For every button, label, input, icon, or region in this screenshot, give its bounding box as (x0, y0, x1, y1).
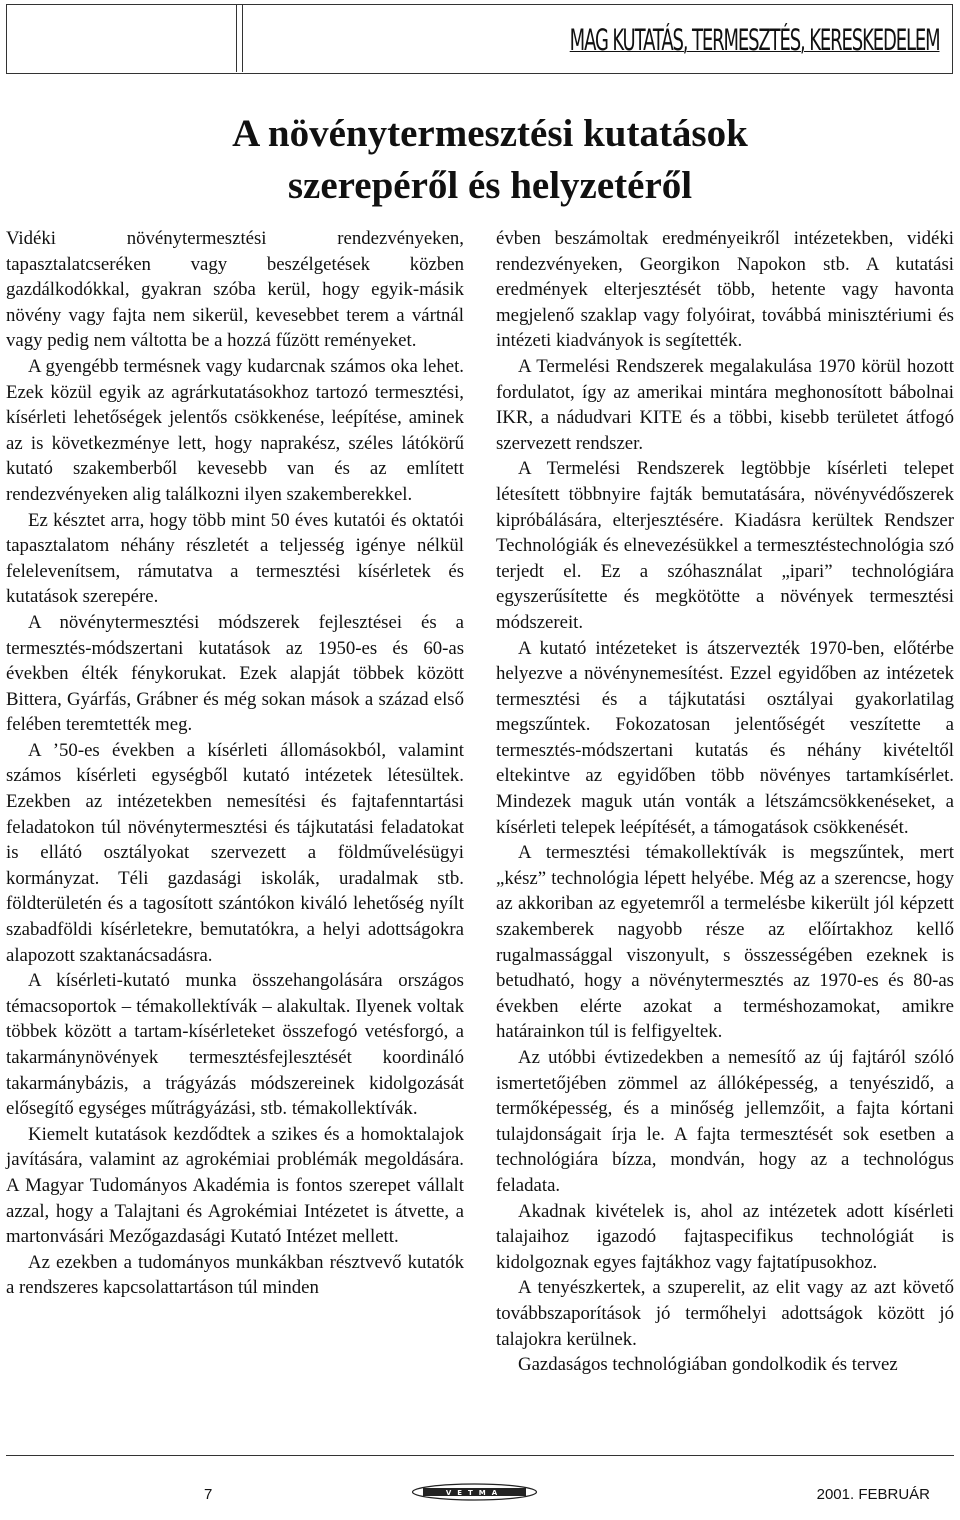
paragraph: Akadnak kivételek is, ahol az intézetek adott kísérleti talajaihoz igazodó fajtaspecifikus technológiát is kidolgoznak egyes fajtákhoz vagy fajtatípusokhoz. (496, 1200, 954, 1273)
logo-text: VETMA (445, 1489, 504, 1497)
paragraph: Ez késztet arra, hogy több mint 50 éves kutatói és oktatói tapasztalatom néhány részletét a teljesség igénye nélkül felelevenítsem, rámutatva a termesztési kísérletek és kutatások szerepére. (6, 509, 464, 608)
paragraph: A kutató intézeteket is átszervezték 1970-ben, előtérbe helyezve a növénynemesítést. Ezzel egyidőben az intézetek termesztési és a tájkutatási osztályai gyakorlatilag megszűntek. Fokozatosan jelentőségét veszítette a termesztés-módszertani kutatás és néhány kivételtől eltekintve az egyidőben több növényes tartamkísérlet. Mindezek maguk után vonták a létszámcsökkenéseket, a kísérleti telepek leépítését, a támogatások csökkenését. (496, 637, 954, 838)
paragraph: A tenyészkertek, a szuperelit, az elit vagy az azt követő továbbszaporítások jó termőhelyi adottságok között jó talajokra kerülnek. (496, 1277, 954, 1350)
article-title-line-1: A növénytermesztési kutatások (232, 112, 748, 155)
paragraph: A termesztési témakollektívák is megszűntek, mert „kész” technológia lépett helyébe. Még az a szerencse, hogy az akkoriban az egyetemről a termelésbe kikerült jól képzett szakemberek nagyobb része az előírtakhoz kellő rugalmassággal viszonyult, s összességében ezeknek is betudható, hogy a növénytermesztés az 1970-es és 80-as években elérte azokat a terméshozamokat, amikre határainkon túl is felfigyeltek. (496, 842, 954, 1043)
paragraph: A kísérleti-kutató munka összehangolására országos témacsoportok – témakollektívák – alakultak. Ilyenek voltak többek között a tartam-kísérleteket összefogó vetésforgó, a takarmánynövények termesztésfejlesztését koordináló takarmánybázis, a trágyázás módszereinek kidolgozását elősegítő egységes műtrágyázási, stb. témakollektívák. (6, 970, 464, 1120)
article-title-line-2: szerepéről és helyzetéről (287, 164, 693, 207)
right-column (496, 226, 954, 1378)
footer-rule (6, 1455, 954, 1456)
header-divider (236, 5, 243, 72)
left-column (6, 226, 464, 1301)
paragraph: évben beszámoltak eredményeikről intézetekben, vidéki rendezvényeken, Georgikon Napokon stb. A kutatási eredmények elterjesztését több, hetente vagy havonta megjelenő szaklap vagy folyóirat, továbbá minisztériumi és intézeti kiadványok is segítették. (496, 228, 954, 352)
paragraph: A növénytermesztési módszerek fejlesztései és a termesztés-módszertani kutatások az 1950-es és 60-as években élték fénykorukat. Ezek alapját többek között Bittera, Gyárfás, Grábner és még sokan mások a század első felében teremtették meg. (6, 611, 464, 736)
vetma-logo (411, 1483, 538, 1501)
page-number: 7 (204, 1486, 213, 1503)
paragraph: A Termelési Rendszerek legtöbbje kísérleti telepet létesített többnyire fajták bemutatására, növényvédőszerek kipróbálására, elterjesztésére. Kiadásra kerültek Rendszer Technológiák és elnevezésükkel a termesztéstechnológia szó terjedt el. Ez a szóhasználat „ipari” technológiára egyszerűsítette és megkötötte a növények termesztési módszereit. (496, 458, 954, 633)
header-frame (6, 4, 953, 74)
paragraph: Gazdaságos technológiában gondolkodik és tervez (518, 1354, 898, 1376)
paragraph: Kiemelt kutatások kezdődtek a szikes és a homoktalajok javítására, valamint az agrokémiai problémák megoldására. A Magyar Tudományos Akadémia is fontos szerepet vállalt azzal, hogy a Talajtani és Agrokémiai Intézetet is átvette, a martonvásári Mezőgazdasági Kutató Intézet mellett. (6, 1123, 464, 1248)
issue-date: 2001. FEBRUÁR (816, 1486, 930, 1503)
paragraph: Az utóbbi évtizedekben a nemesítő az új fajtáról szóló ismertetőjében zömmel az állóképesség, a tenyészidő, a termőképesség, és a minőség jellemzőit, a fajta kórtani tulajdonságait írja le. A fajta termesztését sok esetben a technológiára bízza, mondván, hogy az a technológus feladata. (496, 1047, 954, 1196)
paragraph: Az ezekben a tudományos munkákban résztvevő kutatók a rendszeres kapcsolattartáson túl minden (6, 1251, 464, 1299)
section-header: MAG KUTATÁS, TERMESZTÉS, KERESKEDELEM (570, 23, 940, 57)
paragraph: A gyengébb termésnek vagy kudarcnak számos oka lehet. Ezek közül egyik az agrárkutatásokhoz tartozó termesztési, kísérleti lehetőségek jelentős csökkenése, leépítése, aminek az is következménye lett, hogy naprakész, széles látókörű kutató szakemberből kevesebb van és az említett rendezvényeken alig találkozni ilyen szakemberekkel. (6, 355, 464, 505)
header-left-panel (7, 5, 237, 72)
paragraph: A Termelési Rendszerek megalakulása 1970 körül hozott fordulatot, így az amerikai mintára meghonosított bábolnai IKR, a nádudvari KITE és a többi, kisebb területet átfogó szervezett rendszer. (496, 355, 954, 454)
paragraph: A ’50-es években a kísérleti állomásokból, valamint számos kísérleti egységből kutató intézetek létesültek. Ezekben az intézetekben nemesítési és fajtafenntartási feladatokon túl növénytermesztési és tájkutatási feladatokat is ellátó osztályokat szervezett a földművelésügyi kormányzat. Téli gazdasági iskolák, uradalmak stb. földterületén és a tagosított szántókon kiváló lehetőség nyílt szabadföldi kísérletekre, bemutatókra, a helyi adottságokra alapozott szaktanácsadásra. (6, 739, 464, 966)
paragraph: Vidéki növénytermesztési rendezvényeken, tapasztalatcseréken vagy beszélgetések közben gazdálkodókkal, gyakran szóba kerül, hogy egyik-másik növény vagy fajta nem sikerül, kevesebbet terem a vártnál vagy pedig nem váltotta be a hozzá fűzött reményeket. (6, 228, 464, 352)
